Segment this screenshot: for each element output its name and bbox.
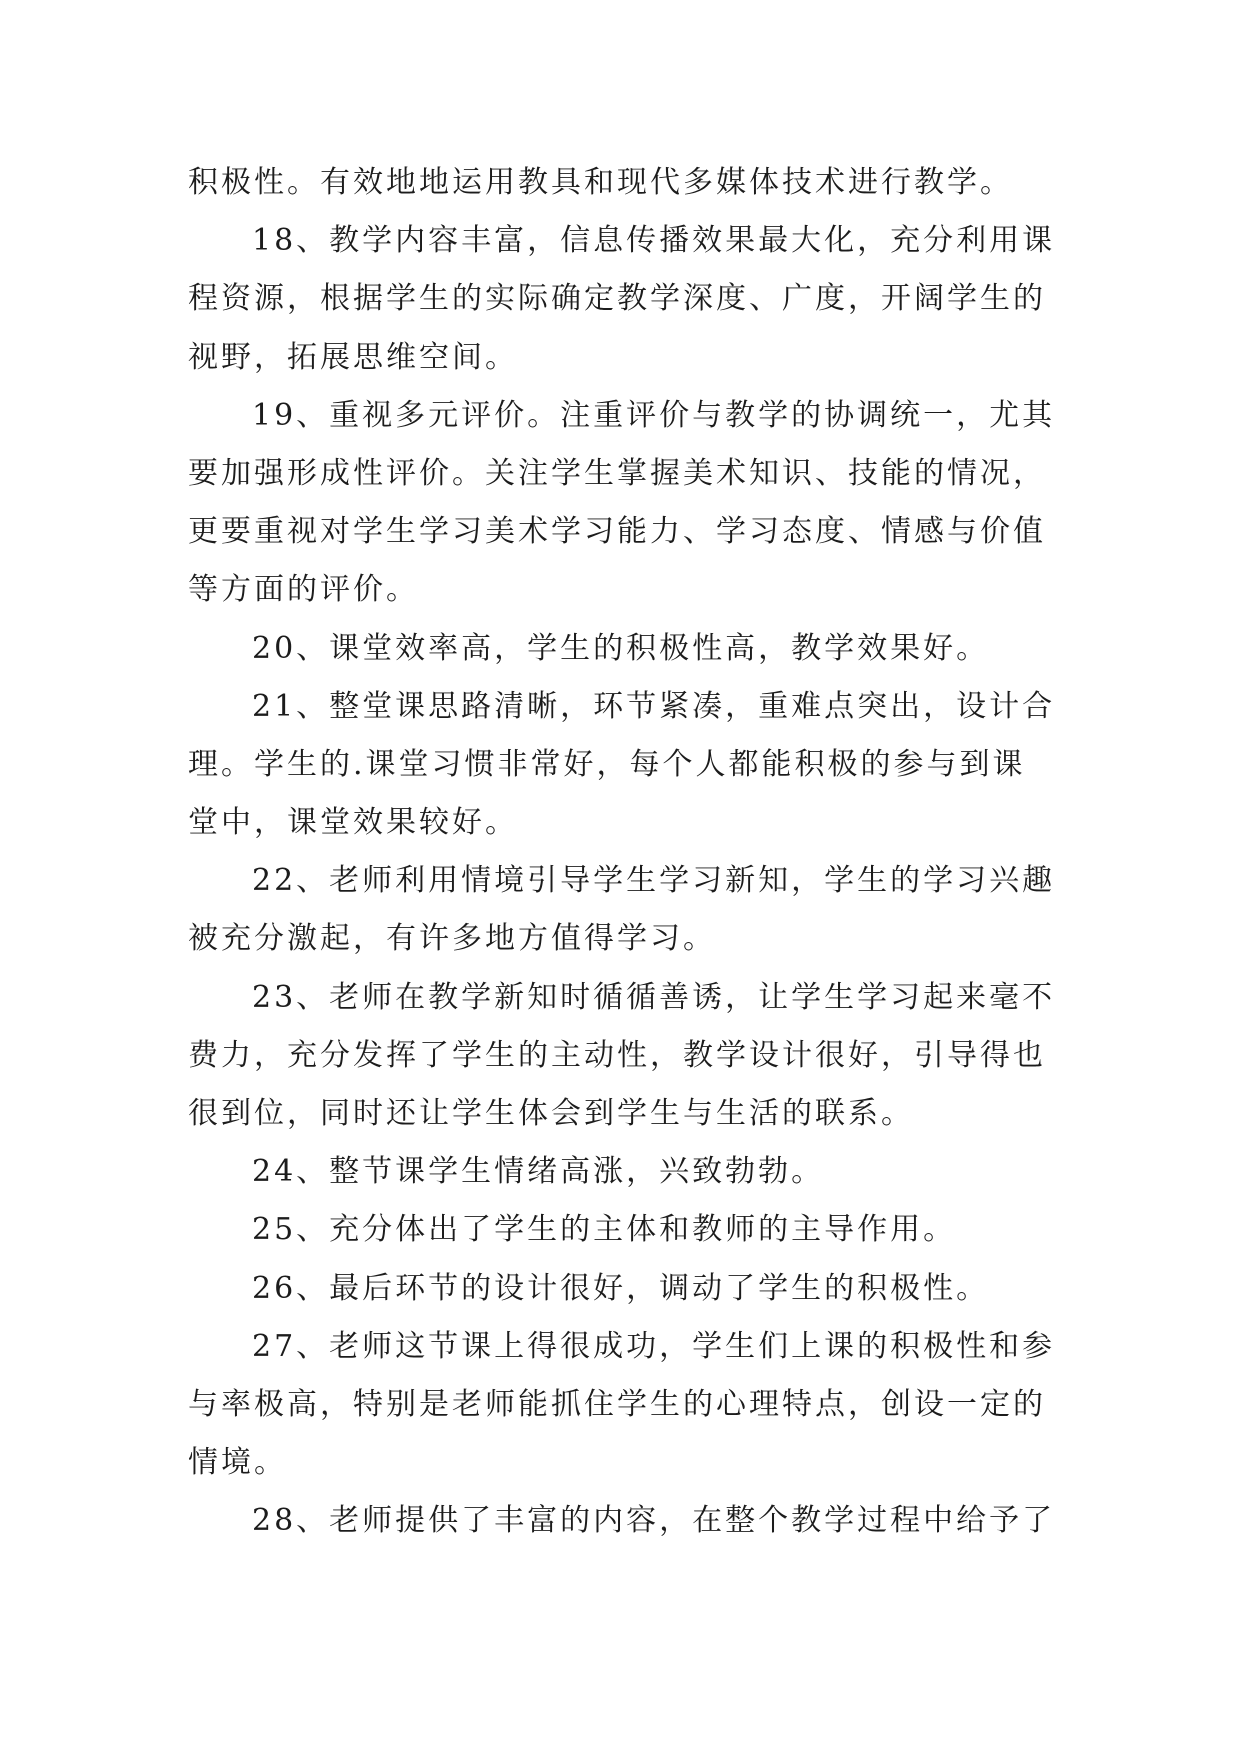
text-line: 27、老师这节课上得很成功，学生们上课的积极性和参 [252,1328,1056,1364]
text-line: 被充分激起，有许多地方值得学习。 [188,921,716,957]
text-line: 视野，拓展思维空间。 [188,339,518,375]
text-line: 等方面的评价。 [188,572,419,608]
text-line: 理。学生的.课堂习惯非常好，每个人都能积极的参与到课 [188,746,1026,782]
text-line: 程资源，根据学生的实际确定教学深度、广度，开阔学生的 [188,281,1046,317]
text-line: 18、教学内容丰富，信息传播效果最大化，充分利用课 [252,223,1056,259]
text-line: 很到位，同时还让学生体会到学生与生活的联系。 [188,1096,914,1131]
text-line: 情境。 [188,1445,287,1481]
text-line: 积极性。有效地地运用教具和现代多媒体技术进行教学。 [188,165,1013,200]
text-line: 与率极高，特别是老师能抓住学生的心理特点，创设一定的 [188,1386,1046,1422]
text-line: 24、整节课学生情绪高涨，兴致勃勃。 [252,1154,825,1190]
text-line: 19、重视多元评价。注重评价与教学的协调统一，尤其 [252,397,1056,433]
text-line: 更要重视对学生学习美术学习能力、学习态度、情感与价值 [188,514,1046,550]
text-line: 要加强形成性评价。关注学生掌握美术知识、技能的情况， [188,455,1046,491]
text-line: 堂中，课堂效果较好。 [188,805,518,841]
text-line: 22、老师利用情境引导学生学习新知，学生的学习兴趣 [252,863,1056,899]
text-line: 25、充分体出了学生的主体和教师的主导作用。 [252,1212,957,1248]
text-line: 21、整堂课思路清晰，环节紧凑，重难点突出，设计合 [252,688,1056,724]
text-line: 费力，充分发挥了学生的主动性，教学设计很好，引导得也 [188,1037,1046,1073]
text-line: 20、课堂效率高，学生的积极性高，教学效果好。 [252,630,990,666]
text-line: 23、老师在教学新知时循循善诱，让学生学习起来毫不 [252,979,1056,1015]
document-body [188,154,1068,1551]
text-line: 28、老师提供了丰富的内容，在整个教学过程中给予了 [252,1503,1056,1539]
text-line: 26、最后环节的设计很好，调动了学生的积极性。 [252,1270,990,1306]
